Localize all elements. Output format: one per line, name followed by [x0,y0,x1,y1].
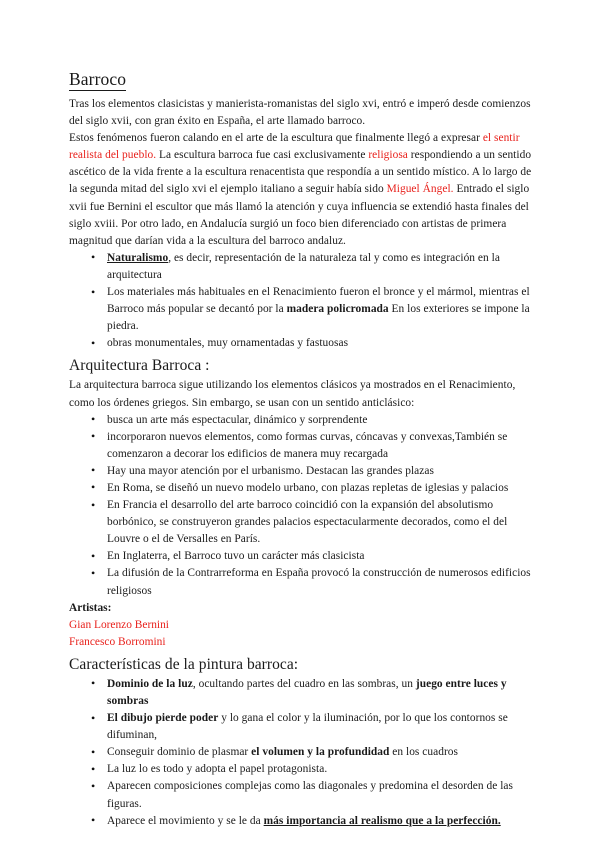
list-item [69,284,540,335]
list-item [69,565,540,599]
list-item [69,744,540,761]
list-item [69,710,540,744]
list-item [69,778,540,812]
intro-p2-highlight-2: religiosa [368,149,408,162]
bullet-emphasis: más importancia al realismo que a la perfección. [263,814,501,827]
bullet-emphasis: Dominio de la luz [107,677,193,690]
bullet-plain: En Inglaterra, el Barroco tuvo un carácter más clasicista [107,550,365,563]
bullet-plain: La difusión de la Contrarreforma en España provocó la construcción de numerosos edificios religiosos [107,567,531,597]
bullet-plain: La luz lo es todo y adopta el papel protagonista. [107,763,328,776]
list-item [69,463,540,480]
architecture-heading: Arquitectura Barroca : [69,357,210,375]
bullet-plain: busca un arte más espectacular, dinámico y sorprendente [107,413,368,426]
list-item [69,429,540,463]
intro-paragraph-1-text: Tras los elementos clasicistas y manierista-romanistas del siglo xvi, entró e imperó desde comienzos del siglo xvii, con gran éxito en España, el arte llamado barroco. [69,98,531,128]
artist-name: Francesco Borromini [69,635,166,648]
list-item [69,480,540,497]
bullet-rest: y lo gana el color y la iluminación, por lo que los contornos se difuminan, [107,712,508,742]
bullet-emphasis: madera policromada [286,303,389,316]
architecture-bullet-list [69,412,540,600]
painting-heading: Características de la pintura barroca: [69,655,299,673]
list-item [69,813,540,830]
intro-p2-part-3: respondiendo a un sentido ascético de la vida frente a la escultura renacentista que respondía a un sentido místico. A lo largo de la segunda mitad del siglo xvi el ejemplo italiano a seguir había sido [69,149,532,196]
bullet-rest: En los exteriores se impone la piedra. [107,303,530,333]
list-item [69,412,540,429]
intro-p2-part-1: Estos fenómenos fueron calando en el arte de la escultura que finalmente llegó a expresar [69,132,483,145]
bullet-lead: Aparece el movimiento y se le da [107,814,264,827]
artists-label: Artistas: [69,601,112,614]
bullet-plain: En Francia el desarrollo del arte barroco coincidió con la expansión del absolutismo borbónico, se construyeron grandes palacios espectacularmente decorados, como el del Louvre o el de Versalles en París. [107,499,508,546]
bullet-plain: En Roma, se diseñó un nuevo modelo urbano, con plazas repletas de iglesias y palacios [107,481,509,494]
intro-paragraph-2 [69,130,540,250]
list-item [69,250,540,284]
bullet-lead: Conseguir dominio de plasmar [107,746,252,759]
bullet-emphasis: El dibujo pierde poder [107,712,219,725]
intro-p2-highlight-3: Miguel Ángel. [386,183,454,196]
bullet-emphasis-2: juego entre luces y sombras [107,677,507,707]
bullet-plain: obras monumentales, muy ornamentadas y fastuosas [107,337,349,350]
list-item [69,548,540,565]
bullet-rest: , es decir, representación de la naturaleza tal y como es integración en la arquitectura [107,251,500,281]
bullet-plain: Aparecen composiciones complejas como las diagonales y predomina el desorden de las figuras. [107,780,513,810]
intro-p2-part-4: Entrado el siglo xvii fue Bernini el escultor que más llamó la atención y cuya influencia se extendió hasta finales del siglo xviii. Por otro lado, en Andalucía surgió un foco bien diferenciado con artistas de primera magnitud que darían vida a la escultura del barroco andaluz. [69,183,530,247]
painting-bullet-list [69,676,540,830]
list-item [69,761,540,778]
page-title-wrap [69,68,540,94]
artist-name: Gian Lorenzo Bernini [69,618,169,631]
bullet-middle: , ocultando partes del cuadro en las sombras, un [192,677,416,690]
architecture-intro: La arquitectura barroca sigue utilizando los elementos clásicos ya mostrados en el Renacimiento, como los órdenes griegos. Sin embargo, se usan con un sentido anticlásico: [69,379,516,409]
bullet-emphasis: el volumen y la profundidad [251,746,390,759]
bullet-lead: Los materiales más habituales en el Renacimiento fueron el bronce y el mármol, mientras el Barroco más popular se decantó por la [107,286,530,316]
intro-paragraph-1 [69,96,540,130]
list-item [69,497,540,548]
sculpture-bullet-list [69,250,540,353]
intro-p2-highlight-1: el sentir realista del pueblo. [69,132,520,162]
bullet-plain: Hay una mayor atención por el urbanismo. Destacan las grandes plazas [107,464,434,477]
page-title: Barroco [69,69,127,89]
intro-p2-part-2: La escultura barroca fue casi exclusivamente [156,149,369,162]
bullet-plain: incorporaron nuevos elementos, como formas curvas, cóncavas y convexas,También se comenzaron a decorar los edificios de manera muy recargada [107,430,508,460]
list-item [69,676,540,710]
bullet-rest: en los cuadros [389,746,459,759]
list-item [69,335,540,352]
bullet-emphasis: Naturalismo [107,251,169,264]
